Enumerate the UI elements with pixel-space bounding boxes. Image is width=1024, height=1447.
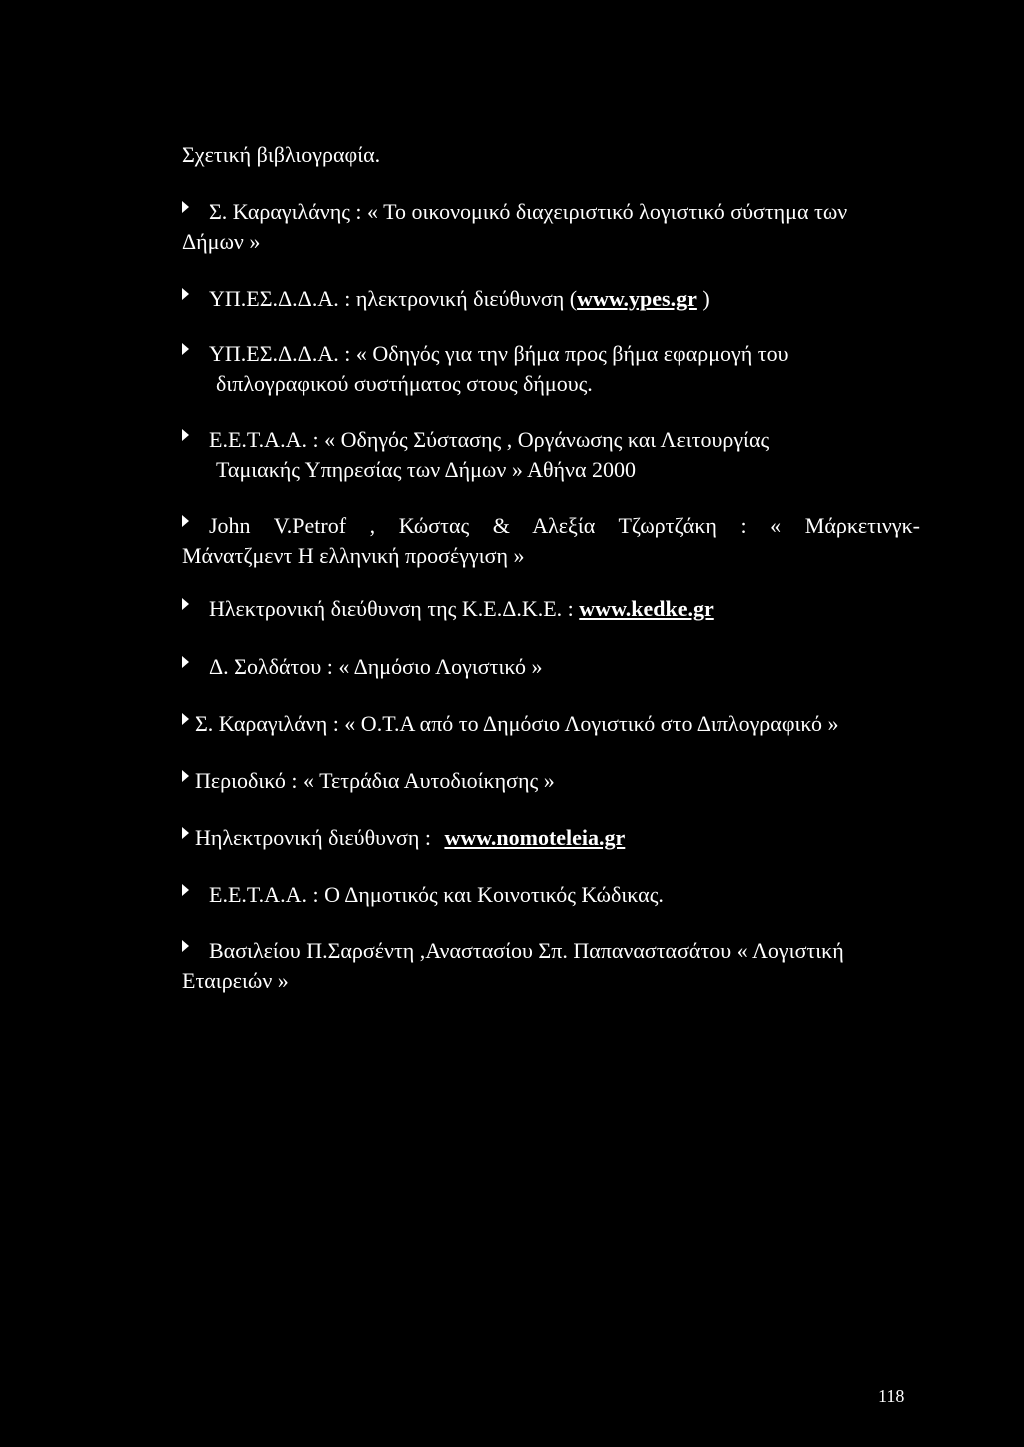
triangle-bullet-icon (182, 201, 189, 213)
triangle-bullet-icon (182, 598, 189, 610)
triangle-bullet-icon (182, 713, 189, 725)
reference-text-continued: διπλογραφικού συστήματος στους δήμους. (216, 371, 593, 396)
triangle-bullet-icon (182, 429, 189, 441)
reference-text: Ε.Ε.Τ.Α.Α. : Ο Δημοτικός και Κοινοτικός Κώδικας. (209, 882, 664, 907)
nomoteleia-link[interactable]: www.nomoteleia.gr (444, 825, 626, 850)
page-number: 118 (878, 1386, 905, 1406)
triangle-bullet-icon (182, 940, 189, 952)
reference-text-continued: Ταμιακής Υπηρεσίας των Δήμων » Αθήνα 2000 (216, 457, 637, 482)
reference-item (182, 339, 924, 399)
reference-item (182, 284, 924, 314)
reference-text: ΥΠ.ΕΣ.Δ.Δ.Α. : ηλεκτρονική διεύθυνση ( (209, 286, 578, 311)
reference-text-continued: Εταιρειών » (182, 968, 289, 993)
triangle-bullet-icon (182, 288, 189, 300)
reference-text-line (182, 511, 920, 541)
triangle-bullet-icon (182, 827, 189, 839)
reference-text: ΥΠ.ΕΣ.Δ.Δ.Α. : « Οδηγός για την βήμα προς βήμα εφαρμογή του (209, 341, 789, 366)
reference-item (182, 652, 924, 682)
reference-item (182, 766, 924, 796)
reference-text: Ε.Ε.Τ.Α.Α. : « Οδηγός Σύστασης , Οργάνωσης και Λειτουργίας (209, 427, 770, 452)
reference-text: Σ. Καραγιλάνη : « Ο.Τ.Α από το Δημόσιο Λογιστικό στο Διπλογραφικό » (195, 711, 839, 736)
ypes-link[interactable]: www.ypes.gr (577, 286, 697, 311)
reference-item (182, 880, 924, 910)
reference-text-continued: Δήμων » (182, 229, 261, 254)
reference-item (182, 823, 924, 853)
reference-text-suffix: ) (696, 286, 710, 311)
reference-text: John V.Petrof , Κώστας & Αλεξία Τζωρτζάκη : « Μάρκετινγκ- (209, 513, 920, 538)
page-title: Σχετική βιβλιογραφία. (182, 142, 381, 167)
reference-item (182, 511, 920, 571)
reference-text: Ηηλεκτρονική διεύθυνση : (195, 825, 437, 850)
triangle-bullet-icon (182, 343, 189, 355)
reference-item (182, 709, 924, 739)
reference-text: Δ. Σολδάτου : « Δημόσιο Λογιστικό » (209, 654, 543, 679)
reference-text: Ηλεκτρονική διεύθυνση της Κ.Ε.Δ.Κ.Ε. : (209, 596, 580, 621)
triangle-bullet-icon (182, 884, 189, 896)
reference-text-continued: Μάνατζμεντ Η ελληνική προσέγγιση » (182, 543, 525, 568)
reference-item (182, 936, 924, 996)
reference-text: Σ. Καραγιλάνης : « Το οικονομικό διαχειριστικό λογιστικό σύστημα των (209, 199, 848, 224)
triangle-bullet-icon (182, 656, 189, 668)
reference-item (182, 425, 924, 485)
triangle-bullet-icon (182, 770, 189, 782)
reference-text: Περιοδικό : « Τετράδια Αυτοδιοίκησης » (195, 768, 555, 793)
reference-item (182, 594, 924, 624)
reference-item (182, 197, 924, 257)
kedke-link[interactable]: www.kedke.gr (579, 596, 714, 621)
triangle-bullet-icon (182, 515, 189, 527)
reference-text: Βασιλείου Π.Σαρσέντη ,Αναστασίου Σπ. Παπαναστασάτου « Λογιστική (209, 938, 844, 963)
